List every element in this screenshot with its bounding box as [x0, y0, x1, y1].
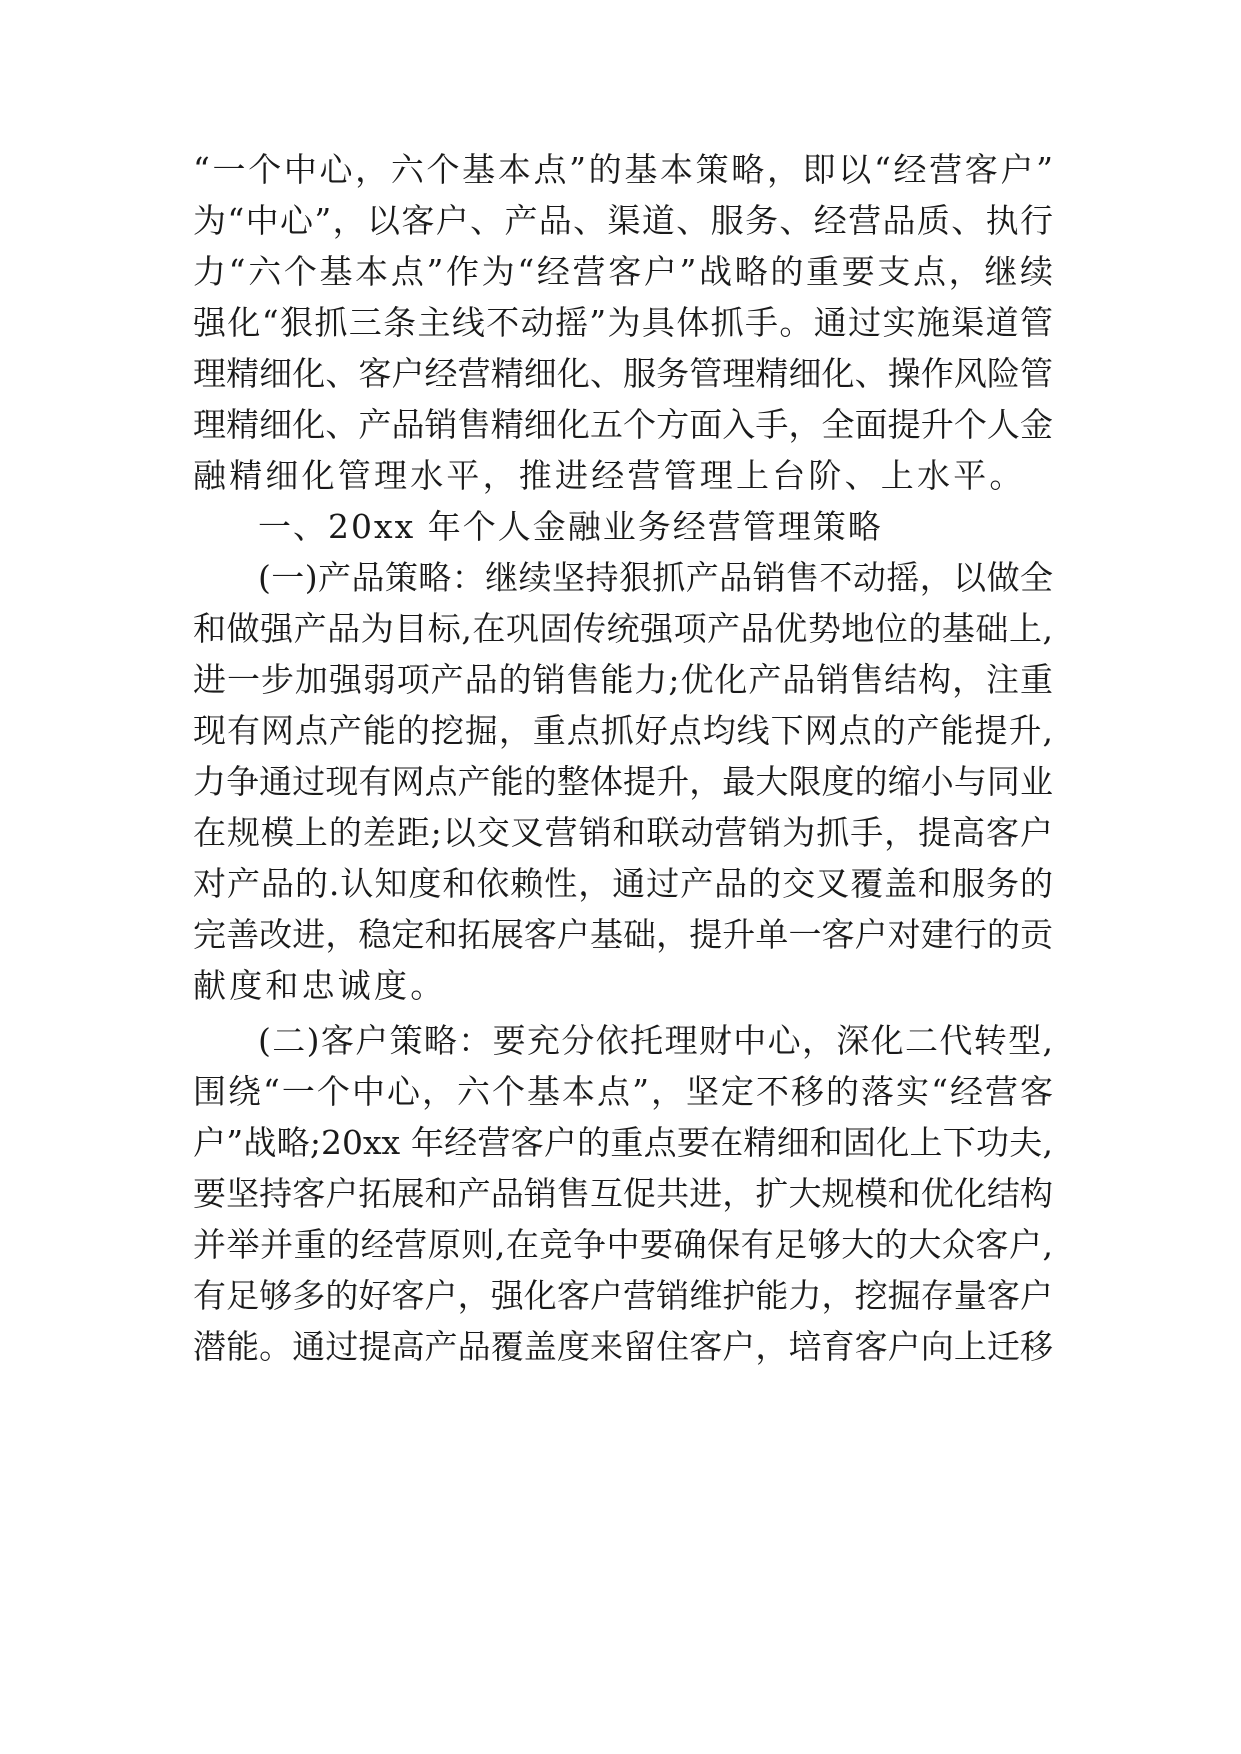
body-text-line: 并举并重的经营原则,在竞争中要确保有足够大的大众客户, [193, 1225, 1053, 1264]
body-text-line: 户”战略;20xx 年经营客户的重点要在精细和固化上下功夫, [193, 1123, 1053, 1162]
body-text-line: 为“中心”，以客户、产品、渠道、服务、经营品质、执行 [193, 201, 1053, 240]
body-text-line: 在规模上的差距;以交叉营销和联动营销为抓手，提高客户 [193, 813, 1053, 852]
body-text-line: 力“六个基本点”作为“经营客户”战略的重要支点，继续 [193, 252, 1053, 291]
body-text-line: 现有网点产能的挖掘，重点抓好点均线下网点的产能提升, [193, 711, 1053, 750]
body-text-line: 进一步加强弱项产品的销售能力;优化产品销售结构，注重 [193, 660, 1053, 699]
body-text-line: 和做强产品为目标,在巩固传统强项产品优势地位的基础上, [193, 609, 1053, 648]
section-heading: 一、20xx 年个人金融业务经营管理策略 [258, 507, 883, 546]
body-text-line: 有足够多的好客户，强化客户营销维护能力，挖掘存量客户 [193, 1276, 1053, 1315]
paragraph-first-line: (一)产品策略：继续坚持狠抓产品销售不动摇，以做全 [258, 558, 1053, 597]
body-text-line: 完善改进，稳定和拓展客户基础，提升单一客户对建行的贡 [193, 915, 1053, 954]
body-text-line: “一个中心，六个基本点”的基本策略，即以“经营客户” [193, 150, 1053, 189]
body-text-line: 理精细化、客户经营精细化、服务管理精细化、操作风险管 [193, 354, 1053, 393]
body-text-line: 围绕“一个中心，六个基本点”，坚定不移的落实“经营客 [193, 1072, 1053, 1111]
body-text-line: 理精细化、产品销售精细化五个方面入手，全面提升个人金 [193, 405, 1053, 444]
body-text-line: 力争通过现有网点产能的整体提升，最大限度的缩小与同业 [193, 762, 1053, 801]
body-text-line: 融精细化管理水平，推进经营管理上台阶、上水平。 [193, 456, 1026, 495]
body-text-line: 强化“狠抓三条主线不动摇”为具体抓手。通过实施渠道管 [193, 303, 1053, 342]
body-text-line: 潜能。通过提高产品覆盖度来留住客户，培育客户向上迁移 [193, 1327, 1053, 1366]
body-text-line: 要坚持客户拓展和产品销售互促共进，扩大规模和优化结构 [193, 1174, 1053, 1213]
paragraph-first-line: (二)客户策略：要充分依托理财中心，深化二代转型, [258, 1021, 1053, 1060]
body-text-line: 献度和忠诚度。 [193, 966, 447, 1005]
body-text-line: 对产品的.认知度和依赖性，通过产品的交叉覆盖和服务的 [193, 864, 1053, 903]
